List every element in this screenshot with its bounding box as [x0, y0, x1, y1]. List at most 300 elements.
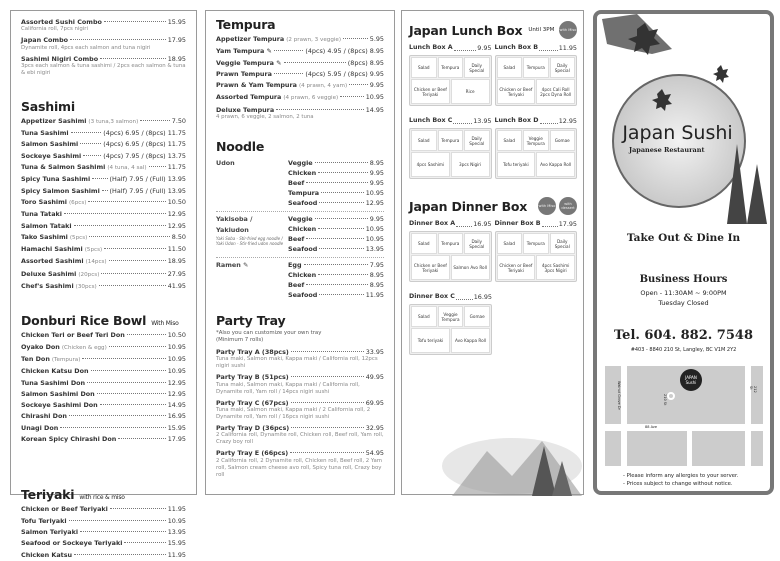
menu-item	[21, 162, 186, 174]
box-row	[409, 292, 577, 355]
option-price: 10.95	[365, 235, 384, 244]
noodle-type-description: Yaki Soba - Stir-fried egg noodle / Yaki Udon - Stir-fried udon noodle	[216, 236, 284, 247]
item-price: 15.95	[167, 18, 186, 26]
dot-leader	[315, 162, 368, 163]
item-name: Veggie Tempura ✎	[216, 58, 282, 67]
option-name: Egg	[288, 261, 302, 270]
menu-item	[216, 58, 384, 69]
item-name: Spicy Salmon Sashimi	[21, 186, 100, 195]
section-title-dinner-box: Japan Dinner Box	[409, 198, 528, 214]
box-item: Tempura	[438, 130, 464, 151]
box-price: 17.95	[558, 220, 577, 228]
map-avenue: 88 Ave	[645, 425, 657, 429]
option-name: Seafood	[288, 199, 318, 208]
item-price: 7.50	[171, 116, 186, 125]
tempura-list	[216, 34, 384, 121]
dot-leader	[100, 58, 166, 59]
box-contents	[495, 55, 578, 106]
item-price: 10.95	[167, 367, 186, 376]
option-name: Beef	[288, 281, 305, 290]
box-item: Salad	[411, 57, 437, 78]
item-description: Dynamite roll, 4pcs each salmon and tuna nigiri	[21, 44, 151, 51]
dot-leader	[539, 41, 558, 51]
menu-item	[21, 128, 186, 139]
menu-item	[21, 366, 186, 377]
dot-leader	[91, 370, 166, 371]
dot-leader	[104, 21, 166, 22]
item-name: Tako Sashimi	[21, 232, 68, 241]
dot-leader	[109, 346, 166, 347]
dot-leader	[80, 531, 166, 532]
dot-leader	[70, 39, 166, 40]
menu-item	[216, 69, 384, 80]
option-price: 10.95	[365, 225, 384, 234]
item-name: Party Tray B (51pcs)	[216, 373, 289, 382]
box-contents-row	[411, 57, 490, 78]
box-name: Lunch Box A	[409, 44, 453, 51]
dot-leader	[110, 508, 166, 509]
dot-leader	[291, 376, 364, 377]
dot-leader	[149, 166, 166, 167]
hours-closed: Tuesday Closed	[658, 299, 709, 307]
noodle-option	[288, 224, 384, 234]
item-price: 14.95	[167, 401, 186, 410]
dinner-box-header	[409, 197, 577, 215]
noodle-option	[288, 234, 384, 244]
option-name: Seafood	[288, 245, 318, 254]
item-price: (8pcs) 8.95	[347, 58, 384, 67]
dot-leader	[291, 351, 364, 352]
item-note: (3 tuna,3 salmon)	[88, 118, 139, 125]
option-name: Chicken	[288, 271, 317, 280]
box-contents	[495, 231, 578, 282]
item-name: Chicken Katsu	[21, 550, 73, 559]
item-price: 11.95	[167, 505, 186, 514]
dot-leader	[87, 382, 166, 383]
dot-leader	[453, 114, 472, 124]
meal-box	[495, 116, 578, 179]
box-item: Veggie Tempura	[438, 306, 464, 327]
box-item: Chicken or Beef Teriyaki	[411, 79, 450, 104]
noodle-group-label	[216, 158, 284, 208]
item-name: Korean Spicy Chirashi Don	[21, 435, 117, 444]
item-price: 17.95	[167, 435, 186, 444]
box-price: 13.95	[473, 117, 492, 125]
teriyaki-list	[21, 504, 186, 560]
item-name: Party Tray A (38pcs)	[216, 348, 289, 357]
box-item: Daily Special	[464, 130, 490, 151]
item-note: (4 tuna, 4 sal)	[107, 165, 147, 172]
item-price: (4pcs) 6.95 / (8pcs) 11.75	[103, 129, 186, 138]
box-contents-row	[497, 255, 576, 280]
box-name: Lunch Box C	[409, 117, 453, 124]
location-map[interactable]	[605, 366, 763, 466]
noodle-option	[288, 178, 384, 188]
item-note: (Chicken & egg)	[61, 344, 107, 351]
menu-item	[21, 516, 186, 527]
noodle-option	[288, 270, 384, 280]
item-note: (14pcs)	[85, 259, 107, 266]
menu-panel-sashimi-donburi	[10, 10, 197, 559]
item-name: Deluxe Tempura	[216, 105, 275, 114]
map-street-210: 210 St	[663, 394, 667, 406]
dot-leader	[127, 334, 166, 335]
dot-leader	[60, 427, 165, 428]
item-name: Tofu Teriyaki	[21, 516, 67, 525]
dot-leader	[64, 213, 166, 214]
box-item: Tofu teriyaki	[497, 152, 536, 177]
dot-leader	[284, 62, 346, 63]
dot-leader	[304, 264, 368, 265]
item-name: Party Tray C (67pcs)	[216, 398, 289, 407]
menu-item	[216, 34, 384, 46]
item-price: 10.95	[167, 342, 186, 351]
item-price: (4pcs) 4.95 / (8pcs) 8.95	[305, 47, 384, 56]
option-name: Beef	[288, 179, 305, 188]
noodle-group	[216, 212, 384, 258]
dot-leader	[74, 554, 166, 555]
box-item: Veggie Tempura	[523, 130, 549, 151]
dot-leader	[118, 438, 165, 439]
item-note: (Tempura)	[51, 356, 81, 363]
menu-item	[21, 504, 186, 515]
item-name: Salmon Sashimi	[21, 140, 79, 149]
item-price: 18.95	[167, 257, 186, 266]
item-name: Sockeye Sashimi Don	[21, 401, 98, 410]
box-contents-row	[497, 130, 576, 151]
item-price: 13.95	[167, 527, 186, 536]
item-name: Tuna & Salmon Sashimi	[21, 163, 106, 172]
item-price: 49.95	[365, 373, 384, 382]
dot-leader	[318, 172, 368, 173]
item-note: (4 prawn, 6 veggie)	[283, 95, 339, 102]
box-contents-row	[411, 233, 490, 254]
miso-badge: with Miso	[538, 197, 556, 215]
item-description: Tuna maki, Salmon maki, Kappa maki / California roll, 12pcs nigiri sushi	[216, 356, 378, 370]
noodle-options	[288, 260, 384, 300]
dot-leader	[454, 41, 477, 51]
item-description: Tuna maki, Salmon maki, Kappa maki / California roll, Dynamite roll, Yam roll / 14pcs nigiri sushi	[216, 381, 360, 395]
box-title	[409, 219, 492, 229]
box-item: 4pcs Sashimi	[411, 152, 450, 177]
item-name: Salmon Tataki	[21, 221, 72, 230]
item-price: 10.95	[167, 516, 186, 525]
item-price: 9.95	[369, 81, 384, 90]
item-name: Spicy Tuna Sashimi	[21, 175, 91, 184]
menu-item	[21, 256, 186, 268]
dot-leader	[88, 201, 165, 202]
dot-leader	[97, 393, 166, 394]
item-price: (4pcs) 6.95 / (8pcs) 11.75	[103, 140, 186, 149]
item-description: California roll, 7pcs nigiri	[21, 26, 89, 33]
menu-item	[21, 281, 186, 293]
dot-leader	[540, 114, 558, 124]
box-item: Salad	[497, 130, 523, 151]
item-price: 17.95	[167, 36, 186, 45]
box-item: Daily Special	[550, 57, 576, 78]
dot-leader	[321, 192, 364, 193]
meal-box	[495, 43, 578, 106]
box-item: Chicken or Beef Teriyaki	[497, 255, 536, 280]
dot-leader	[71, 132, 102, 133]
dot-leader	[343, 38, 368, 39]
menu-item	[21, 389, 186, 400]
menu-panel-tempura-noodle	[205, 10, 395, 495]
noodle-option	[288, 188, 384, 198]
option-price: 11.95	[365, 291, 384, 300]
teriyaki-subtitle: with rice & miso	[79, 494, 125, 502]
box-item: Tofu teriyaki	[411, 328, 450, 353]
dot-leader	[100, 404, 166, 405]
dot-leader	[83, 155, 101, 156]
box-item: Chicken or Beef Teriyaki	[411, 255, 450, 280]
option-price: 8.95	[369, 271, 384, 280]
menu-item	[216, 80, 384, 92]
item-description: Tuna maki, Salmon maki, Kappa maki / 2 California roll, 2 Dynamite roll, Yam roll / 16pcs nigiri sushi	[216, 406, 371, 420]
menu-item	[21, 434, 186, 445]
map-street-212: 212 St	[749, 386, 757, 393]
item-price: 12.95	[167, 378, 186, 387]
item-name: Salmon Sashimi Don	[21, 389, 95, 398]
dot-leader	[542, 217, 558, 227]
box-row	[409, 116, 577, 179]
box-title	[409, 43, 492, 53]
item-price: 16.95	[167, 412, 186, 421]
section-title-donburi	[21, 313, 186, 328]
noodle-option	[288, 198, 384, 208]
item-name: Sockeye Sashimi	[21, 151, 82, 160]
noodle-group	[216, 156, 384, 212]
menu-item	[21, 330, 186, 341]
box-contents	[409, 304, 492, 355]
option-name: Seafood	[288, 291, 318, 300]
dot-leader	[104, 248, 166, 249]
item-name: Prawn Tempura	[216, 69, 272, 78]
info-panel	[593, 10, 774, 495]
item-name: Appetizer Sashimi	[21, 116, 87, 125]
noodle-type: Ramen ✎	[216, 261, 249, 270]
item-price: 14.95	[365, 105, 384, 114]
map-pin-icon	[667, 392, 675, 400]
item-price: 11.75	[167, 163, 186, 172]
option-price: 9.95	[369, 215, 384, 224]
noodle-option	[288, 290, 384, 300]
box-contents	[409, 128, 492, 179]
item-name: Hamachi Sashimi	[21, 245, 83, 254]
price-note: - Prices subject to change without notice.	[623, 481, 733, 487]
menu-item	[21, 139, 186, 150]
box-item: Rice	[451, 79, 490, 104]
item-name: Chicken or Beef Teriyaki	[21, 505, 108, 514]
item-name: Yam Tempura ✎	[216, 47, 272, 56]
box-item: Tempura	[438, 57, 464, 78]
box-contents-row	[497, 57, 576, 78]
item-name: Chicken Teri or Beef Teri Don	[21, 331, 125, 340]
box-title	[409, 292, 492, 302]
item-note: (5pcs)	[84, 247, 103, 254]
item-price: 8.50	[171, 232, 186, 241]
box-name: Lunch Box B	[494, 44, 539, 51]
noodle-option	[288, 244, 384, 254]
noodle-options	[288, 214, 384, 254]
box-item: Avo Kappa Roll	[451, 328, 490, 353]
allergy-note: - Please inform any allergies to your server.	[623, 473, 739, 479]
option-price: 9.95	[369, 179, 384, 188]
dot-leader	[99, 285, 166, 286]
noodle-group-label	[216, 260, 284, 300]
item-name: Appetizer Tempura	[216, 35, 285, 43]
box-row	[409, 219, 577, 282]
dot-leader	[69, 520, 166, 521]
item-name: Prawn & Yam Tempura	[216, 81, 297, 90]
dot-leader	[306, 238, 363, 239]
map-street-walnut: Walnut Grove Dr	[617, 381, 621, 410]
noodle-option	[288, 168, 384, 178]
item-price: 15.95	[167, 539, 186, 548]
item-name: Oyako Don	[21, 342, 60, 351]
noodle-list	[216, 156, 384, 303]
map-pin-label: JAPAN Sushi	[680, 369, 702, 391]
box-price: 9.95	[477, 44, 492, 52]
menu-item	[21, 527, 186, 538]
box-item: 3pcs Nigiri	[451, 152, 490, 177]
item-name: Unagi Don	[21, 423, 59, 432]
meal-box	[495, 219, 578, 282]
combo-list	[21, 17, 186, 77]
option-price: 8.95	[369, 281, 384, 290]
item-description: 2 California roll, 2 Dynamite roll, Chicken roll, Beef roll, 2 Yam roll, Salmon cream cheese avo roll, Spicy tuna roll, Crazy boy roll	[216, 457, 383, 478]
item-price: 69.95	[365, 398, 384, 407]
item-name: Assorted Sushi Combo	[21, 18, 102, 26]
box-name: Dinner Box B	[494, 220, 541, 227]
section-title-lunch-box: Japan Lunch Box	[409, 22, 523, 38]
box-item: Chicken or Beef Teriyaki	[497, 79, 536, 104]
box-contents-row	[411, 130, 490, 151]
box-contents	[409, 231, 492, 282]
item-name: Salmon Teriyaki	[21, 527, 79, 536]
option-price: 12.95	[365, 199, 384, 208]
dot-leader	[306, 284, 367, 285]
dot-leader	[318, 274, 368, 275]
option-name: Veggie	[288, 215, 313, 224]
box-contents-row	[411, 306, 490, 327]
box-title	[495, 43, 578, 53]
item-price: 27.95	[167, 269, 186, 278]
box-contents	[409, 55, 492, 106]
party-tray-note: *Also you can customize your own tray (Minimum 7 rolls)	[216, 330, 322, 344]
dot-leader	[349, 84, 368, 85]
box-contents-row	[411, 328, 490, 353]
box-item: Daily Special	[464, 233, 490, 254]
option-price: 13.95	[365, 245, 384, 254]
menu-item	[21, 538, 186, 549]
box-item: Daily Special	[464, 57, 490, 78]
box-item: Salad	[411, 306, 437, 327]
menu-item	[21, 269, 186, 281]
menu-item	[21, 550, 186, 561]
noodle-group	[216, 258, 384, 303]
noodle-option	[288, 158, 384, 168]
section-title-noodle: Noodle	[216, 139, 265, 155]
box-price: 16.95	[473, 293, 492, 301]
item-price: 33.95	[365, 348, 384, 357]
item-name: Tuna Sashimi Don	[21, 378, 86, 387]
dot-leader	[318, 228, 364, 229]
donburi-subtitle: With Miso	[151, 320, 179, 328]
box-item: Tempura	[523, 233, 549, 254]
box-price: 16.95	[473, 220, 492, 228]
menu-item	[21, 221, 186, 232]
menu-item	[21, 186, 186, 197]
box-title	[495, 116, 578, 126]
menu-item	[21, 209, 186, 220]
hours-open: Open - 11:30AM ~ 9:00PM	[640, 289, 727, 297]
menu-item	[21, 342, 186, 354]
noodle-option	[288, 260, 384, 270]
dessert-badge: with dessert	[559, 197, 577, 215]
box-item: Salad	[497, 233, 523, 254]
address: #403 - 8840 210 St, Langley, BC V1M 2Y2	[630, 347, 737, 353]
box-name: Dinner Box A	[409, 220, 456, 227]
noodle-group-label	[216, 214, 284, 254]
dot-leader	[290, 452, 363, 453]
dot-leader	[80, 143, 101, 144]
box-item: Salmon Avo Roll	[451, 255, 490, 280]
item-name: Assorted Sashimi	[21, 257, 84, 266]
item-name: Tuna Tataki	[21, 210, 62, 219]
option-price: 8.95	[369, 159, 384, 168]
item-name: Chef's Sashimi	[21, 282, 74, 291]
item-price: 11.50	[167, 245, 186, 254]
miso-badge: with Miso	[559, 21, 577, 39]
dot-leader	[89, 236, 169, 237]
option-name: Beef	[288, 235, 305, 244]
brand-tagline: Japanese Restaurant	[629, 146, 705, 154]
dot-leader	[69, 415, 166, 416]
item-price: (4pcs) 5.95 / (8pcs) 9.95	[305, 69, 384, 78]
dot-leader	[319, 294, 363, 295]
item-name: Ten Don	[21, 354, 50, 363]
menu-item	[21, 354, 186, 366]
party-tray-list	[216, 347, 384, 478]
item-name: Party Tray E (66pcs)	[216, 449, 289, 458]
box-price: 12.95	[558, 117, 577, 125]
item-name: Chicken Katsu Don	[21, 367, 89, 376]
box-item: 4pcs Cali Roll 2pcs Dyna Roll	[536, 79, 575, 104]
menu-item	[21, 244, 186, 256]
menu-item	[21, 400, 186, 411]
phone-number[interactable]: Tel. 604. 882. 7548	[613, 328, 753, 343]
footer-notes	[623, 472, 738, 488]
section-title-tempura: Tempura	[216, 17, 276, 32]
option-name: Chicken	[288, 169, 317, 178]
box-name: Lunch Box D	[494, 117, 539, 124]
item-name: Sashimi Nigiri Combo	[21, 54, 99, 63]
item-price: (Half) 7.95 / (Full) 13.95	[109, 175, 186, 184]
menu-item	[21, 151, 186, 162]
item-price: 15.95	[167, 423, 186, 432]
meal-box	[409, 43, 492, 106]
option-name: Chicken	[288, 225, 317, 234]
noodle-option	[288, 280, 384, 290]
option-price: 7.95	[369, 261, 384, 270]
item-price: 41.95	[167, 282, 186, 291]
item-price: 12.95	[167, 221, 186, 230]
box-contents-row	[497, 152, 576, 177]
donburi-list	[21, 330, 186, 445]
noodle-options	[288, 158, 384, 208]
box-title	[409, 116, 492, 126]
